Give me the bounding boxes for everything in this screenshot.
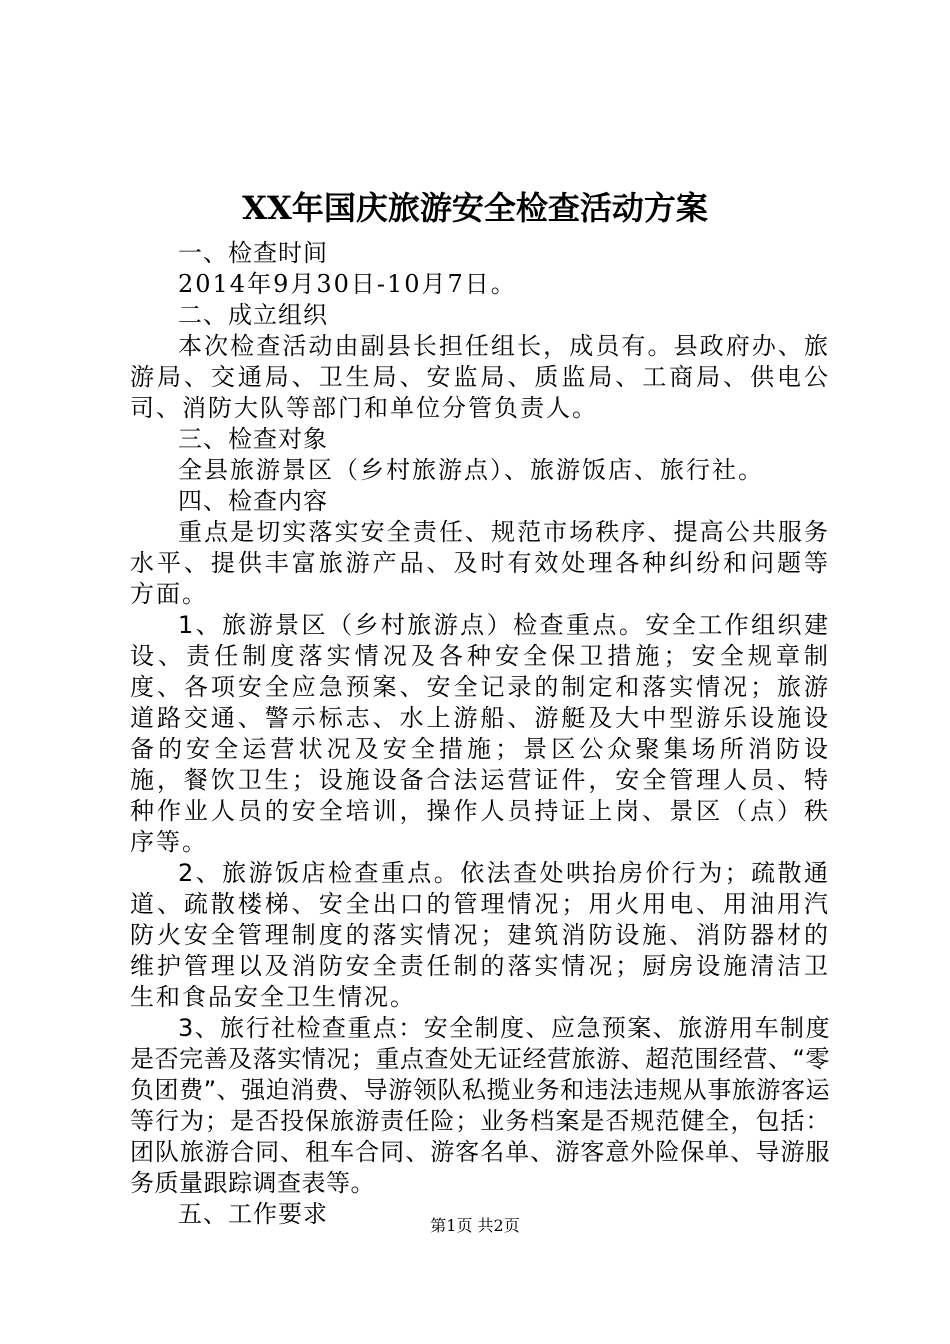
- section-heading-check-content: 四、检查内容: [178, 487, 328, 515]
- check-targets-text: 全县旅游景区（乡村旅游点）、旅游饭店、旅行社。: [178, 456, 764, 484]
- document-body: [130, 238, 830, 1230]
- section-heading-check-time: 一、检查时间: [178, 239, 328, 267]
- item-scenic-areas-text: 安全工作组织建设、责任制度落实情况及各种安全保卫措施；安全规章制度、各项安全应急预案、安全记录的制定和落实情况；旅游道路交通、警示标志、水上游船、游艇及大中型游乐设施设备的安全运营状况及安全措施；景区公众聚集场所消防设施，餐饮卫生；设施设备合法运营证件，安全管理人员、特种作业人员的安全培训，操作人员持证上岗、景区（点）秩序等。: [130, 611, 830, 856]
- section-heading-check-targets: 三、检查对象: [178, 425, 328, 453]
- section-heading-work-requirements: 五、工作要求: [178, 1200, 328, 1228]
- item-scenic-areas-lead: 1、旅游景区（乡村旅游点）检查重点。: [178, 611, 646, 639]
- item-scenic-areas: [130, 610, 830, 858]
- check-content-text: 重点是切实落实安全责任、规范市场秩序、提高公共服务水平、提供丰富旅游产品、及时有效处理各种纠纷和问题等方面。: [130, 518, 830, 608]
- item-hotels-text: 依法查处哄抬房价行为；疏散通道、疏散楼梯、安全出口的管理情况；用火用电、用油用汽防火安全管理制度的落实情况；建筑消防设施、消防器材的维护管理以及消防安全责任制的落实情况；厨房设施清洁卫生和食品安全卫生情况。: [130, 859, 830, 1011]
- item-travel-agencies: 3、旅行社检查重点：安全制度、应急预案、旅游用车制度是否完善及落实情况；重点查处无证经营旅游、超范围经营、“零负团费”、强迫消费、导游领队私揽业务和违法违规从事旅游客运等行为；是否投保旅游责任险；业务档案是否规范健全，包括：团队旅游合同、租车合同、游客名单、游客意外险保单、导游服务质量跟踪调查表等。: [130, 1014, 830, 1197]
- item-hotels: [130, 858, 830, 1013]
- section-heading-organization: 二、成立组织: [178, 301, 328, 329]
- page-footer: 第1页 共2页: [430, 1216, 520, 1235]
- item-hotels-lead: 2、旅游饭店检查重点。: [178, 859, 461, 887]
- check-time-text: 2014年9月30日-10月7日。: [178, 270, 517, 298]
- organization-text: 本次检查活动由副县长担任组长，成员有。县政府办、旅游局、交通局、卫生局、安监局、质监局、工商局、供电公司、消防大队等部门和单位分管负责人。: [130, 332, 830, 422]
- document-title: XX年国庆旅游安全检查活动方案: [242, 189, 708, 227]
